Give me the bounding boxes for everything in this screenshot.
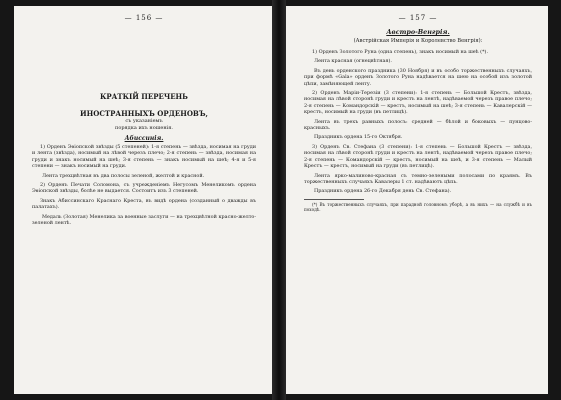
- section-heading: Абиссинія.: [124, 135, 164, 142]
- paragraph: Праздникъ ордена 26-го Декабря день Св. Стефана).: [314, 188, 452, 195]
- left-page: [14, 6, 272, 394]
- paragraph: Медаль (Золотая) Менелика за военные заслуги — на трехцвѣтной красно-желто-зеленой лентѣ.: [32, 213, 256, 227]
- paragraph: Знакъ Абиссинскаго Краснаго Креста, въ видѣ ордена (созданный о дважды въ палатахъ).: [32, 197, 256, 211]
- page-number: — 157 —: [398, 14, 438, 22]
- footnote-rule: [304, 199, 364, 200]
- paragraph: 3) Орденъ Св. Стефана (3 степени): 1-я степень — Большой Крестъ — звѣзда, носимая на лѣвой сторонѣ груди и крестъ на лентѣ, надѣваемой черезъ правое плечо; 2-я степень — Командорскій — крестъ, носимый на шеѣ, и 3-я степень — Малый Крестъ — крестъ, носимый на груди (въ петлицѣ).: [304, 143, 532, 170]
- section-subtitle: (Австрійская Имперія и Королевство Венгрія):: [353, 38, 483, 44]
- title-line-2: ИНОСТРАННЫХЪ ОРДЕНОВЪ,: [80, 109, 208, 118]
- footnote: (*) Въ торжественныхъ случаяхъ, при парадной головномъ уборѣ, а въ нихъ — на службѣ и въ походѣ.: [304, 201, 532, 213]
- paragraph: 1) Орденъ Эѳіопской звѣзды (5 степеней): 1-я степень — звѣзда, носимая на груди и лента (звѣзда), носимый на лѣвой черезъ плечо; 2-я степень — звѣзда, носимая на груди и знакъ носимый на шеѣ; 3-я степень — знакъ носимый на шеѣ; 4-я и 5-я степени — знакъ носимый на груди.: [32, 144, 256, 170]
- section-heading: Австро-Венгрія.: [386, 28, 450, 36]
- paragraph: 1) Орденъ Золотого Руна (одна степень), знакъ носимый на шеѣ (*).: [312, 49, 488, 55]
- paragraph: Въ день орденского праздника (30 Ноября) и въ особо торжественныхъ случаяхъ, при формѣ «Gala» орденъ Золотого Руна надѣвается на шею на особой изъ золотой цѣпи, замѣняющей ленту.: [304, 67, 532, 87]
- paragraph: Лента трехцвѣтная въ два полосы зеленой, желтой и красной.: [42, 172, 205, 179]
- paragraph: Праздникъ ордена 15-го Октября.: [314, 134, 403, 141]
- paragraph: 2) Орденъ Маріи-Терезіи (3 степени): 1-я степень — Большой Крестъ, звѣзда, носимая на лѣвой сторонѣ груди и крестъ на лентѣ, надѣваемой черезъ правое плечо; 2-я степень — Командорскій — крестъ, носимый на шеѣ; 3-я степень — Кавалерскій — крестъ, носимый на груди (въ петлицѣ).: [304, 90, 532, 116]
- paragraph: Лента ярко-малиново-красная съ темно-зелеными полосами по краямъ. Въ торжественныхъ случаяхъ Кавалеры 1 ст. надѣваютъ цѣпь.: [304, 172, 532, 185]
- subtitle-line-1: съ указаніемъ: [125, 118, 163, 124]
- page-spacer: [32, 28, 256, 92]
- subtitle-line-2: порядка ихъ ношенія.: [114, 125, 174, 131]
- paragraph: Лента въ трехъ равныхъ полосъ: средней — бѣлой и боковыхъ — пунцово-красныхъ.: [304, 118, 532, 132]
- right-page: [286, 6, 548, 394]
- paragraph: 2) Орденъ Печати Соломона, съ учрежденіемъ Негусомъ Менеликомъ ордена Эѳіопской звѣзды, болѣе не выдается. Состоитъ изъ 3 степеней.: [32, 182, 256, 195]
- page-number: — 156 —: [124, 14, 164, 22]
- paragraph: Лента красная (огнецвѣтная).: [314, 58, 392, 65]
- title-line-1: КРАТКІЙ ПЕРЕЧЕНЬ: [100, 92, 188, 101]
- book-gutter: [272, 0, 286, 400]
